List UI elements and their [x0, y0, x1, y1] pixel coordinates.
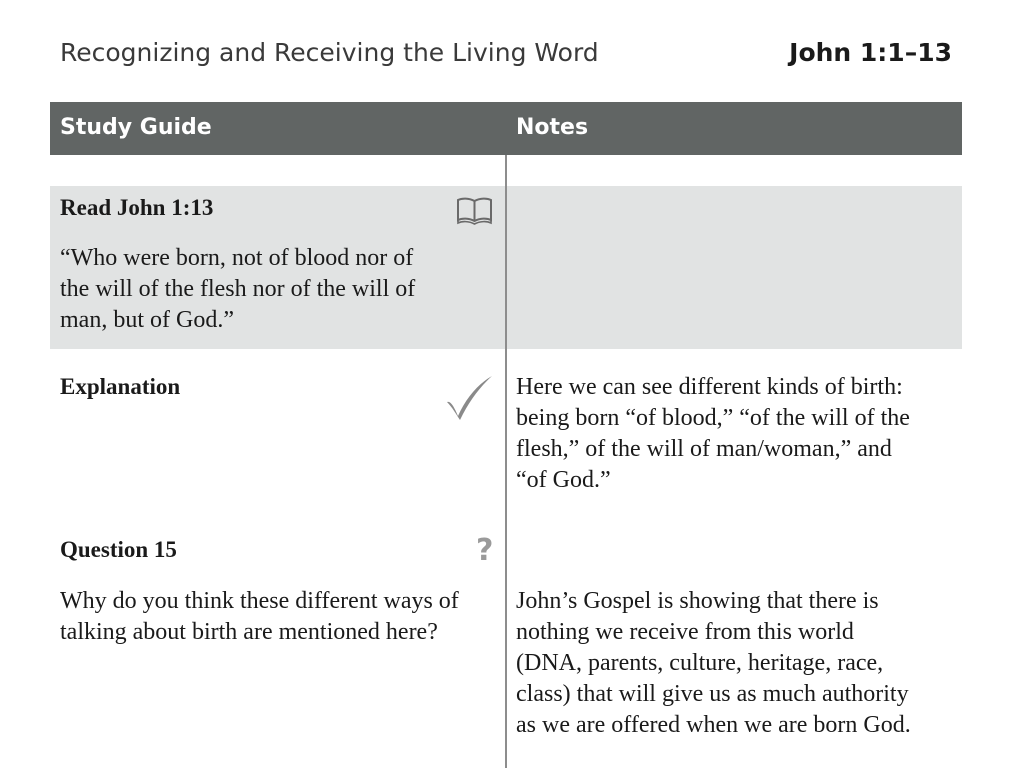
- scripture-title: Read John 1:13: [60, 195, 214, 220]
- question-note-line: (DNA, parents, culture, heritage, race,: [516, 650, 884, 676]
- question-note-line: John’s Gospel is showing that there is: [516, 588, 879, 614]
- question-text: [60, 586, 459, 648]
- question-title: Question 15: [60, 537, 177, 562]
- scripture-line: “Who were born, not of blood nor of: [60, 245, 414, 271]
- table-header-bar: [50, 102, 962, 155]
- explanation-note-line: being born “of blood,” “of the will of the: [516, 405, 910, 431]
- scripture-line: the will of the flesh nor of the will of: [60, 276, 416, 302]
- explanation-note-line: flesh,” of the will of man/woman,” and: [516, 436, 892, 462]
- explanation-note-line: “of God.”: [516, 467, 611, 493]
- checkmark-icon: [444, 374, 494, 422]
- study-guide-column-header: Study Guide: [60, 115, 212, 140]
- question-mark-icon: ?: [476, 533, 494, 568]
- question-note-line: nothing we receive from this world: [516, 619, 854, 645]
- question-note-line: as we are offered when we are born God.: [516, 712, 911, 738]
- question-note-line: class) that will give us as much authority: [516, 681, 909, 707]
- explanation-note-line: Here we can see different kinds of birth:: [516, 374, 903, 400]
- book-icon: [456, 196, 493, 226]
- question-line: talking about birth are mentioned here?: [60, 619, 438, 645]
- page-title: Recognizing and Receiving the Living Word: [60, 38, 599, 67]
- scripture-text: [60, 243, 415, 336]
- passage-reference: John 1:1–13: [789, 38, 952, 67]
- explanation-title: Explanation: [60, 374, 181, 399]
- question-line: Why do you think these different ways of: [60, 588, 459, 614]
- scripture-line: man, but of God.”: [60, 307, 234, 333]
- notes-column-header: Notes: [516, 115, 589, 140]
- question-note: [516, 586, 911, 741]
- explanation-note: [516, 372, 910, 496]
- column-divider: [505, 155, 507, 768]
